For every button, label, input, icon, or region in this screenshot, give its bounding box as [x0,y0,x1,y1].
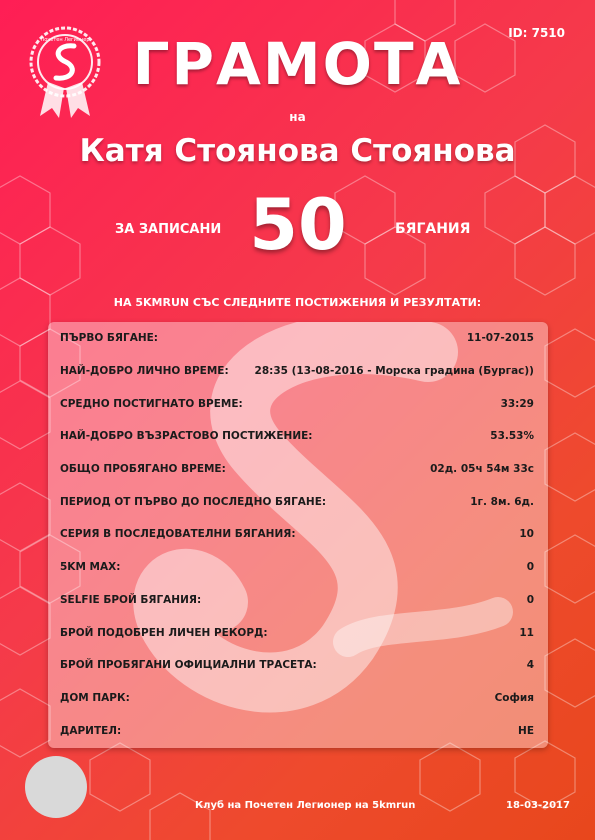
stats-list [48,322,548,747]
stat-value: 10 [519,528,534,541]
stat-label: SELFIE БРОЙ БЯГАНИЯ: [60,593,202,606]
stat-value: 4 [526,659,534,672]
stat-row [48,649,548,682]
stat-label: НАЙ-ДОБРО ЛИЧНО ВРЕМЕ: [60,365,229,378]
stat-value: 11 [519,626,534,639]
issue-date: 18-03-2017 [506,800,570,811]
logo-text: Почетен Легионер [40,37,90,43]
stat-value: 28:35 (13-08-2016 - Морска градина (Бургас)) [254,365,534,378]
stat-label: ПЪРВО БЯГАНЕ: [60,332,158,345]
stat-value: 0 [526,561,534,574]
stat-row [48,355,548,388]
stat-label: БРОЙ ПОДОБРЕН ЛИЧЕН РЕКОРД: [60,626,268,639]
for-recorded-label: ЗА ЗАПИСАНИ [115,222,222,237]
stat-row [48,518,548,551]
stat-row [48,485,548,518]
stat-label: СРЕДНО ПОСТИГНАТО ВРЕМЕ: [60,397,243,410]
stat-label: ДАРИТЕЛ: [60,724,122,737]
stat-label: БРОЙ ПРОБЯГАНИ ОФИЦИАЛНИ ТРАСЕТА: [60,659,317,672]
achievements-intro: НА 5KMRUN СЪС СЛЕДНИТЕ ПОСТИЖЕНИЯ И РЕЗУЛТАТИ: [113,296,482,309]
stat-value: 33:29 [500,397,534,410]
recipient-name: Катя Стоянова Стоянова [79,133,516,169]
stat-label: ПЕРИОД ОТ ПЪРВО ДО ПОСЛЕДНО БЯГАНЕ: [60,495,327,508]
stat-value: 53.53% [490,430,534,443]
stat-label: СЕРИЯ В ПОСЛЕДОВАТЕЛНИ БЯГАНИЯ: [60,528,296,541]
stat-row [48,616,548,649]
stat-row [48,322,548,355]
stat-label: ДОМ ПАРК: [60,691,130,704]
on-label: на [289,110,306,124]
runs-label: БЯГАНИЯ [395,221,471,237]
stat-row [48,453,548,486]
club-footer-text: Клуб на Почетен Легионер на 5kmrun [195,800,416,811]
stat-row [48,584,548,617]
stat-label: ОБЩО ПРОБЯГАНО ВРЕМЕ: [60,463,226,476]
stat-value: София [494,691,534,704]
stat-value: НЕ [518,724,534,737]
stat-row [48,714,548,747]
stat-value: 0 [526,593,534,606]
stat-value: 11-07-2015 [466,332,534,345]
stat-label: 5KM MAX: [60,561,121,574]
stat-label: НАЙ-ДОБРО ВЪЗРАСТОВО ПОСТИЖЕНИЕ: [60,430,313,443]
runs-count: 50 [249,184,347,266]
certificate-title: ГРАМОТА [132,30,463,98]
stat-row [48,420,548,453]
certificate-id: ID: 7510 [508,26,565,40]
stat-value: 1г. 8м. 6д. [470,495,534,508]
stat-row [48,387,548,420]
achievements-panel [48,322,548,748]
stat-row [48,551,548,584]
stat-value: 02д. 05ч 54м 33с [430,463,534,476]
stat-row [48,682,548,715]
signature-stamp-circle [25,756,87,818]
